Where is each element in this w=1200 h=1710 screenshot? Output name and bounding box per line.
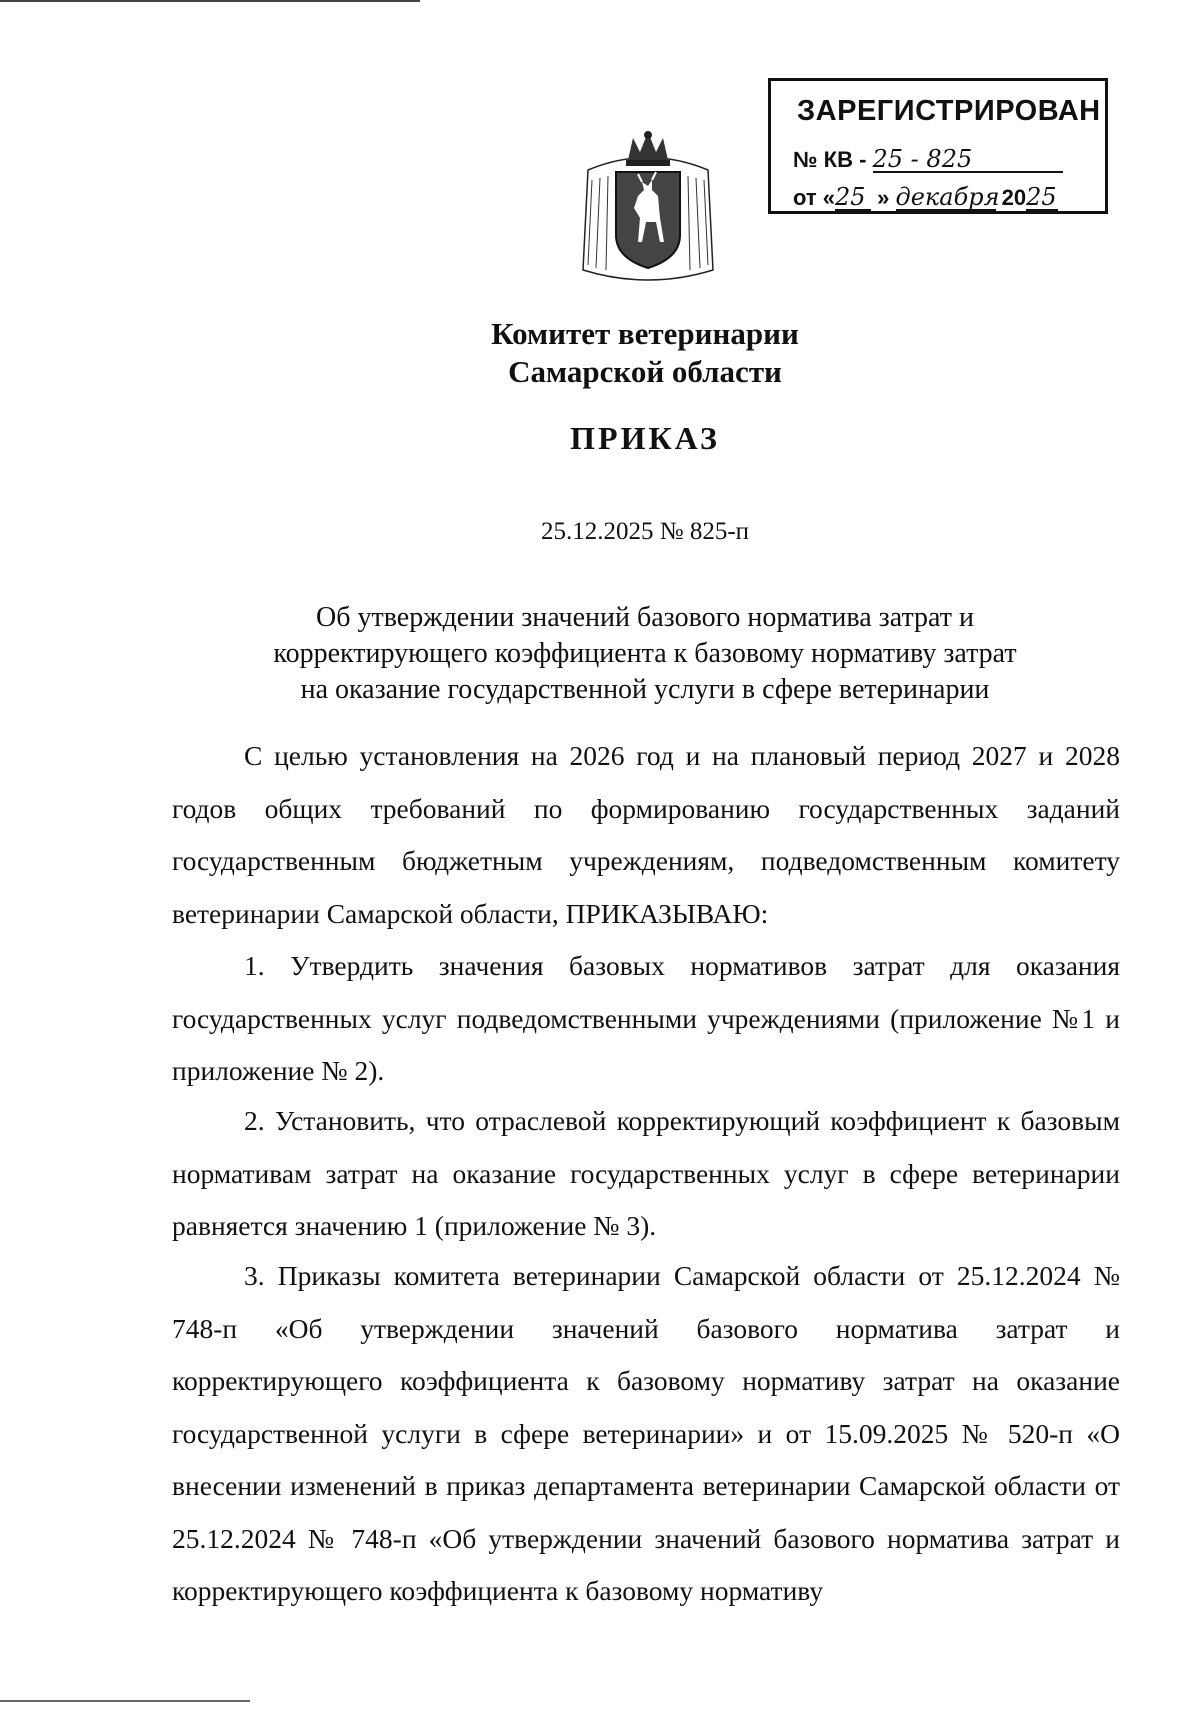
registration-stamp — [768, 78, 1108, 214]
stamp-title: ЗАРЕГИСТРИРОВАН — [797, 95, 1101, 127]
body-paragraph-item-1: 1. Утвердить значения базовых нормативов затрат для оказания государственных услуг подведомственными учреждениями (приложение №1 и приложение № 2). — [172, 950, 1120, 1086]
organization-name — [0, 315, 1200, 391]
body-paragraph-preamble: С целью установления на 2026 год и на плановый период 2027 и 2028 годов общих требований по формированию государственных заданий государственным бюджетным учреждениям, подведомственным комитету ветеринарии Самарской области, ПРИКАЗЫВАЮ: — [172, 740, 1120, 929]
stamp-number-label: № КВ - — [793, 147, 867, 172]
scan-artifact-line — [0, 1700, 250, 1702]
stamp-date-year: 25 — [1026, 183, 1057, 211]
stamp-date-row — [793, 185, 1058, 211]
body-paragraph-item-3: 3. Приказы комитета ветеринарии Самарской области от 25.12.2024 № 748-п «Об утверждении значений базового норматива затрат и корректирующего коэффициента к базовому нормативу затрат на оказание государственной услуги в сфере ветеринарии» и от 15.09.2025 № 520-п «О внесении изменений в приказ департамента ветеринарии Самарской области от 25.12.2024 № 748-п «Об утверждении значений базового норматива затрат и корректирующего коэффициента к базовому нормативу — [172, 1260, 1120, 1606]
stamp-number-value: 25 - 825 — [873, 147, 1063, 173]
stamp-date-month: декабря — [895, 183, 1000, 211]
scan-artifact-line — [0, 0, 420, 2]
document-subject — [0, 600, 1200, 708]
samara-coat-of-arms-icon — [578, 130, 718, 285]
org-line-1: Комитет ветеринарии — [491, 316, 799, 351]
subject-line-2: корректирующего коэффициента к базовому нормативу затрат — [273, 638, 1017, 669]
subject-line-1: Об утверждении значений базового норматива затрат и — [316, 602, 974, 633]
body-paragraph-item-2: 2. Установить, что отраслевой корректирующий коэффициент к базовым нормативам затрат на оказание государственных услуг в сфере ветеринарии равняется значению 1 (приложение № 3). — [172, 1105, 1120, 1241]
document-number: 25.12.2025 № 825-п — [540, 518, 750, 545]
org-line-2: Самарской области — [508, 354, 782, 389]
subject-line-3: на оказание государственной услуги в сфере ветеринарии — [300, 674, 990, 705]
document-type: ПРИКАЗ — [570, 420, 720, 456]
stamp-date-prefix: от « — [793, 185, 836, 210]
stamp-date-mid: » — [877, 185, 890, 210]
stamp-number-row — [793, 147, 1063, 173]
stamp-date-day: 25 — [835, 185, 871, 211]
stamp-date-year-prefix: 20 — [1001, 185, 1027, 210]
